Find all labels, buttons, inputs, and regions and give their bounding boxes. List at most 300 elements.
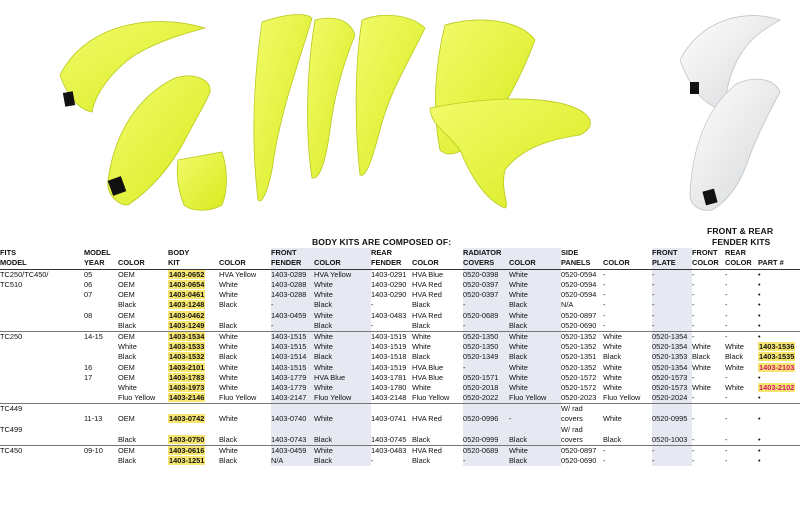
col-fits-top: FITS xyxy=(0,248,17,257)
table-row xyxy=(0,300,800,310)
cell-fcol: - xyxy=(692,269,725,280)
cell-color xyxy=(118,404,168,415)
body-kit-part-number: 1403-1973 xyxy=(169,382,205,392)
table-row xyxy=(0,352,800,362)
cell-ff: - xyxy=(271,321,314,332)
table-row xyxy=(0,311,800,321)
cell-sp: W/ rad xyxy=(561,424,583,434)
cell-rfc: HVA Red xyxy=(412,310,442,320)
cell-fcol xyxy=(692,404,725,415)
cell-fcol: - xyxy=(692,331,725,342)
cell-ff: 1403-1779 xyxy=(271,383,314,393)
col-radiator-top: RADIATOR xyxy=(463,248,509,258)
cell-spc: - xyxy=(603,320,606,330)
cell-fp: - xyxy=(652,280,692,290)
cell-radc: White xyxy=(509,446,561,457)
cell-fcol xyxy=(692,425,725,435)
cell-part: • xyxy=(758,300,761,310)
body-kit-part-number: 1403-1249 xyxy=(169,320,205,330)
cell-kit xyxy=(168,331,219,342)
cell-part: • xyxy=(758,372,761,382)
cell-ff: 1403-0289 xyxy=(271,269,314,280)
cell-fp: - xyxy=(652,456,692,466)
cell-rad: 0520-2022 xyxy=(463,393,509,404)
cell-part: • xyxy=(758,290,761,300)
table-row xyxy=(0,456,800,466)
cell-rfc: HVA Blue xyxy=(412,269,463,280)
cell-fp: - xyxy=(652,311,692,321)
table-row xyxy=(0,280,800,290)
cell-kc: White xyxy=(219,342,238,352)
cell-fp: 0520-1354 xyxy=(652,342,692,352)
body-kits-title: BODY KITS ARE COMPOSED OF: xyxy=(312,237,452,247)
col-radiator-color: COLOR xyxy=(509,258,561,269)
cell-fits xyxy=(0,363,84,373)
cell-rf: 1403-1519 xyxy=(371,342,407,352)
cell-sp: 0520-1351 xyxy=(561,352,597,362)
cell-rfc: HVA Red xyxy=(412,414,442,424)
cell-rfc: HVA Red xyxy=(412,446,463,457)
cell-rf: 1403-1519 xyxy=(371,331,412,342)
cell-part xyxy=(758,342,800,352)
cell-ffc: White xyxy=(314,331,371,342)
cell-kit xyxy=(168,352,219,362)
cell-fp: 0520-0995 xyxy=(652,414,692,424)
cell-kc: Black xyxy=(219,434,238,444)
cell-kit xyxy=(168,404,219,415)
cell-fits xyxy=(0,311,84,321)
cell-fits xyxy=(0,383,84,393)
cell-fp: - xyxy=(652,321,692,332)
cell-fits xyxy=(0,435,84,446)
cell-rf: 1403-0290 xyxy=(371,280,407,289)
cell-kit xyxy=(168,300,219,310)
cell-sp: 0520-1352 xyxy=(561,331,603,342)
cell-color: White xyxy=(118,382,137,392)
cell-rcol: - xyxy=(725,290,728,300)
cell-rfc: Black xyxy=(412,434,431,444)
cell-rad: 0520-1571 xyxy=(463,373,509,383)
cell-year xyxy=(84,383,118,393)
cell-kit xyxy=(168,321,219,332)
side-panel-left xyxy=(254,15,312,201)
cell-ff: 1403-0288 xyxy=(271,280,314,290)
cell-rcol: - xyxy=(725,331,758,342)
col-body-top: BODY xyxy=(168,248,190,257)
body-kit-part-number: 1403-0652 xyxy=(169,269,205,279)
cell-part xyxy=(758,363,800,373)
body-kit-part-number: 1403-0654 xyxy=(169,280,205,289)
cell-rcol: - xyxy=(725,320,728,330)
cell-radc: White xyxy=(509,311,561,321)
cell-ffc: White xyxy=(314,311,371,321)
body-kit-part-number: 1403-1251 xyxy=(169,456,205,466)
cell-spc: Fluo Yellow xyxy=(603,393,641,403)
col-rear-fender: FENDER xyxy=(371,258,412,269)
cell-ff: 1403-2147 xyxy=(271,393,314,404)
cell-kc: HVA Yellow xyxy=(219,269,271,280)
cell-spc xyxy=(603,425,652,435)
cell-fcol: - xyxy=(692,393,695,403)
cell-color: OEM xyxy=(118,310,135,320)
cell-rfc: HVA Blue xyxy=(412,372,444,382)
header-row-top xyxy=(0,248,800,258)
cell-rad: 0520-0398 xyxy=(463,269,509,280)
cell-part: • xyxy=(758,446,800,457)
cell-sp: covers xyxy=(561,434,583,444)
cell-fp: 0520-1003 xyxy=(652,435,692,446)
cell-radc: - xyxy=(509,414,561,424)
cell-fp: 0520-1573 xyxy=(652,383,692,393)
col-rear-color: COLOR xyxy=(725,258,758,269)
cell-fp: - xyxy=(652,446,692,457)
cell-rad: 0520-1350 xyxy=(463,342,509,352)
cell-rad: 0520-1350 xyxy=(463,331,509,342)
table-row xyxy=(0,290,800,300)
cell-part: • xyxy=(758,456,761,466)
body-kit-part-number: 1403-1533 xyxy=(169,342,205,352)
cell-fcol: - xyxy=(692,434,695,444)
cell-kc: White xyxy=(219,446,271,457)
cell-part: • xyxy=(758,310,761,320)
body-kit-part-number: 1403-1248 xyxy=(169,300,205,310)
cell-fcol: - xyxy=(692,446,725,457)
col-front-plate-top: FRONT xyxy=(652,248,692,258)
cell-rfc xyxy=(412,425,463,435)
cell-ff: N/A xyxy=(271,456,314,466)
cell-ffc xyxy=(314,404,371,415)
cell-fp: 0520-1353 xyxy=(652,352,692,362)
cell-fits xyxy=(0,456,84,466)
cell-sp: 0520-0897 xyxy=(561,310,597,320)
cell-ffc: White xyxy=(314,290,371,300)
cell-radc: White xyxy=(509,331,561,342)
cell-kit xyxy=(168,446,219,457)
col-radiator-covers: COVERS xyxy=(463,258,509,269)
cell-fp xyxy=(652,425,692,435)
col-kit-color: COLOR xyxy=(219,258,271,269)
cell-kit xyxy=(168,393,219,404)
table-row xyxy=(0,446,800,457)
cell-rad: 0520-0397 xyxy=(463,280,509,290)
cell-kc: Black xyxy=(219,456,238,466)
cell-rfc: HVA Red xyxy=(412,290,442,300)
body-kit-part-number: 1403-0616 xyxy=(169,446,205,455)
cell-ffc: White xyxy=(314,363,371,373)
cell-color: Black xyxy=(118,434,137,444)
cell-fits xyxy=(0,352,84,362)
fender-kit-part-number: 1403-2103 xyxy=(759,362,795,372)
cell-color: OEM xyxy=(118,280,135,289)
table-row xyxy=(0,363,800,373)
cell-rad: 0520-0999 xyxy=(463,435,509,446)
cell-fits: TC510 xyxy=(0,280,23,289)
fender-kits-title-line2: FENDER KITS xyxy=(712,237,771,247)
cell-spc: - xyxy=(603,456,606,466)
cell-year xyxy=(84,456,118,466)
body-kit-table xyxy=(0,248,800,466)
cell-rfc: Black xyxy=(412,300,431,310)
cell-fits: TC499 xyxy=(0,424,23,434)
col-color: COLOR xyxy=(118,258,168,269)
cell-color: Black xyxy=(118,456,137,466)
body-kit-part-number: 1403-2146 xyxy=(169,393,205,403)
cell-ff: 1403-1515 xyxy=(271,342,314,352)
body-kit-part-number: 1403-1534 xyxy=(169,331,205,341)
cell-fits: TC250/TC450/ xyxy=(0,269,84,280)
col-side-color: COLOR xyxy=(603,258,652,269)
cell-color: OEM xyxy=(118,362,135,372)
cell-kit xyxy=(168,456,219,466)
cell-rf: 1403-0745 xyxy=(371,434,407,444)
body-kit-part-number: 1403-1532 xyxy=(169,352,205,362)
cell-rf: - xyxy=(371,456,374,466)
cell-ff: 1403-0740 xyxy=(271,414,314,424)
body-kit-part-number: 1403-0461 xyxy=(169,290,205,300)
cell-kit xyxy=(168,414,219,424)
cell-radc: Black xyxy=(509,321,561,332)
cell-spc: White xyxy=(603,414,622,424)
body-kit-part-number: 1403-0742 xyxy=(169,414,205,424)
cell-fcol: - xyxy=(692,280,695,289)
col-front-plate: PLATE xyxy=(652,258,692,269)
cell-spc: Black xyxy=(603,352,622,362)
cell-rfc: Black xyxy=(412,456,431,466)
cell-rcol: - xyxy=(725,446,758,457)
cell-year xyxy=(84,435,118,446)
col-front-color-top: FRONT xyxy=(692,248,718,257)
cell-fits xyxy=(0,290,84,300)
cell-color: OEM xyxy=(118,269,168,280)
cell-part: • xyxy=(758,320,761,330)
cell-sp: N/A xyxy=(561,300,574,310)
cell-fcol: - xyxy=(692,414,695,424)
cell-fp: - xyxy=(652,269,692,280)
cell-fits xyxy=(0,321,84,332)
cell-ff: 1403-1515 xyxy=(271,331,314,342)
cell-spc: - xyxy=(603,269,652,280)
cell-year: 11-13 xyxy=(84,414,103,424)
col-rear-color-top: REAR xyxy=(725,248,746,257)
cell-rcol: Black xyxy=(725,352,744,362)
cell-rcol: - xyxy=(725,456,728,466)
body-kit-part-number: 1403-0750 xyxy=(169,434,205,444)
cell-year: 16 xyxy=(84,362,93,372)
cell-rfc: HVA Red xyxy=(412,280,442,289)
cell-kc: White xyxy=(219,290,238,300)
fender-kit-part-number: 1403-1536 xyxy=(759,342,795,352)
cell-fits xyxy=(0,342,84,352)
cell-kc: Black xyxy=(219,300,238,310)
cell-kc: Black xyxy=(219,320,238,330)
col-side-panels: PANELS xyxy=(561,258,603,269)
table-row xyxy=(0,404,800,415)
cell-year xyxy=(84,342,118,352)
col-kit: KIT xyxy=(168,258,219,269)
cell-fits: TC449 xyxy=(0,404,84,415)
cell-ffc: HVA Yellow xyxy=(314,269,371,280)
cell-ffc xyxy=(314,425,371,435)
cell-rad: - xyxy=(463,363,509,373)
cell-part: • xyxy=(758,280,761,289)
cell-part: • xyxy=(758,331,800,342)
cell-part xyxy=(758,425,800,435)
cell-rad: 0520-0397 xyxy=(463,290,509,300)
cell-ff xyxy=(271,425,314,435)
cell-fcol: - xyxy=(692,300,695,310)
cell-rfc: Black xyxy=(412,320,431,330)
cell-year: 07 xyxy=(84,290,93,300)
cell-rad xyxy=(463,404,509,415)
col-side-top: SIDE xyxy=(561,248,579,257)
cell-sp: 0520-0594 xyxy=(561,290,597,300)
cell-sp: 0520-1572 xyxy=(561,372,597,382)
cell-color: White xyxy=(118,342,137,352)
cell-ff: 1403-0288 xyxy=(271,290,314,300)
cell-spc: - xyxy=(603,310,606,320)
cell-radc: White xyxy=(509,373,561,383)
cell-rad: - xyxy=(463,456,509,466)
product-photo xyxy=(0,0,800,232)
cell-rcol: - xyxy=(725,280,728,289)
cell-ffc: Black xyxy=(314,456,371,466)
cell-fp: - xyxy=(652,300,692,310)
cell-radc: Black xyxy=(509,352,561,362)
cell-kc: White xyxy=(219,382,238,392)
cell-rcol: - xyxy=(725,393,728,403)
cell-rf: 1403-0741 xyxy=(371,414,407,424)
cell-ffc: White xyxy=(314,342,371,352)
cell-rf xyxy=(371,404,412,415)
cell-spc: White xyxy=(603,372,622,382)
cell-rfc: HVA Blue xyxy=(412,362,444,372)
cell-rcol: - xyxy=(725,310,728,320)
table-row xyxy=(0,425,800,435)
front-plate-yellow xyxy=(177,152,226,210)
cell-spc: White xyxy=(603,362,622,372)
cell-year xyxy=(84,393,118,404)
cell-spc: - xyxy=(603,300,606,310)
cell-kit xyxy=(168,383,219,393)
cell-radc: White xyxy=(509,280,561,290)
cell-sp: 0520-0690 xyxy=(561,456,597,466)
cell-rf: 1403-1780 xyxy=(371,382,407,392)
cell-rf: 1403-0483 xyxy=(371,446,412,457)
col-part-number: PART # xyxy=(758,258,800,269)
cell-rfc: White xyxy=(412,331,463,342)
cell-kc: White xyxy=(219,372,238,382)
cell-color: OEM xyxy=(118,446,168,457)
header-row xyxy=(0,258,800,269)
cell-kit xyxy=(168,363,219,373)
cell-fcol: Black xyxy=(692,352,711,362)
cell-rfc xyxy=(412,404,463,415)
cell-ffc: Fluo Yellow xyxy=(314,393,371,404)
cell-rad: 0520-0996 xyxy=(463,414,509,424)
col-front-fender: FENDER xyxy=(271,258,314,269)
cell-part xyxy=(758,404,800,415)
cell-fits xyxy=(0,300,84,310)
cell-color: Fluo Yellow xyxy=(118,393,156,403)
cell-rf: 1403-1781 xyxy=(371,372,407,382)
cell-rcol: - xyxy=(725,372,728,382)
cell-rad: 0520-1349 xyxy=(463,352,509,362)
fender-kit-part-number: 1403-2102 xyxy=(759,382,795,392)
cell-ffc: HVA Blue xyxy=(314,373,371,383)
table-body xyxy=(0,269,800,466)
cell-kit xyxy=(168,373,219,383)
col-year: YEAR xyxy=(84,258,118,269)
cell-fp: - xyxy=(652,290,692,300)
cell-kc: White xyxy=(219,362,238,372)
cell-rad: - xyxy=(463,300,509,310)
table-row xyxy=(0,342,800,352)
cell-ff: 1403-0459 xyxy=(271,446,314,457)
cell-part: • xyxy=(758,269,800,280)
cell-part xyxy=(758,352,800,362)
table-row xyxy=(0,393,800,404)
cell-fcol: White xyxy=(692,382,711,392)
cell-part: • xyxy=(758,414,761,424)
cell-fcol: - xyxy=(692,456,695,466)
table-row xyxy=(0,373,800,383)
cell-year xyxy=(84,404,118,415)
cell-kc xyxy=(219,404,271,415)
cell-rcol xyxy=(725,404,758,415)
cell-year: 14-15 xyxy=(84,331,118,342)
cell-kit xyxy=(168,425,219,435)
cell-fcol: White xyxy=(692,362,711,372)
cell-rf: 1403-1519 xyxy=(371,362,407,372)
cell-rfc: White xyxy=(412,382,431,392)
cell-sp: 0520-0594 xyxy=(561,269,603,280)
cell-kc: White xyxy=(219,280,238,289)
cell-ff: 1403-1515 xyxy=(271,363,314,373)
col-front-fender-color: COLOR xyxy=(314,258,371,269)
cell-radc xyxy=(509,425,561,435)
cell-rcol: - xyxy=(725,414,728,424)
cell-kc: Black xyxy=(219,352,238,362)
fender-kit-part-number: 1403-1535 xyxy=(759,352,795,362)
cell-color: Black xyxy=(118,320,137,330)
cell-rad: 0520-0689 xyxy=(463,446,509,457)
col-model-top: MODEL xyxy=(84,248,111,257)
cell-year xyxy=(84,300,118,310)
body-kit-part-number: 1403-0462 xyxy=(169,310,205,320)
cell-kit xyxy=(168,342,219,352)
cell-rcol: - xyxy=(725,300,728,310)
cell-color: OEM xyxy=(118,290,135,300)
fender-kits-title-line1: FRONT & REAR xyxy=(707,226,774,236)
cell-ff: 1403-1779 xyxy=(271,373,314,383)
cell-kit xyxy=(168,311,219,321)
cell-year: 09-10 xyxy=(84,446,118,457)
cell-spc: - xyxy=(603,280,606,289)
cell-rad: 0520-2018 xyxy=(463,383,509,393)
cell-fp: 0520-1573 xyxy=(652,373,692,383)
cell-ffc: Black xyxy=(314,321,371,332)
cell-kit xyxy=(168,280,219,290)
cell-spc: - xyxy=(603,446,652,457)
col-front-top: FRONT xyxy=(271,248,314,258)
cell-fcol: - xyxy=(692,290,695,300)
cell-fp: 0520-1354 xyxy=(652,363,692,373)
body-kit-part-number: 1403-1783 xyxy=(169,372,205,382)
cell-year xyxy=(84,321,118,332)
cell-kc: Fluo Yellow xyxy=(219,393,257,403)
body-kit-part-number: 1403-2101 xyxy=(169,362,205,372)
cell-rf: 1403-0483 xyxy=(371,310,407,320)
